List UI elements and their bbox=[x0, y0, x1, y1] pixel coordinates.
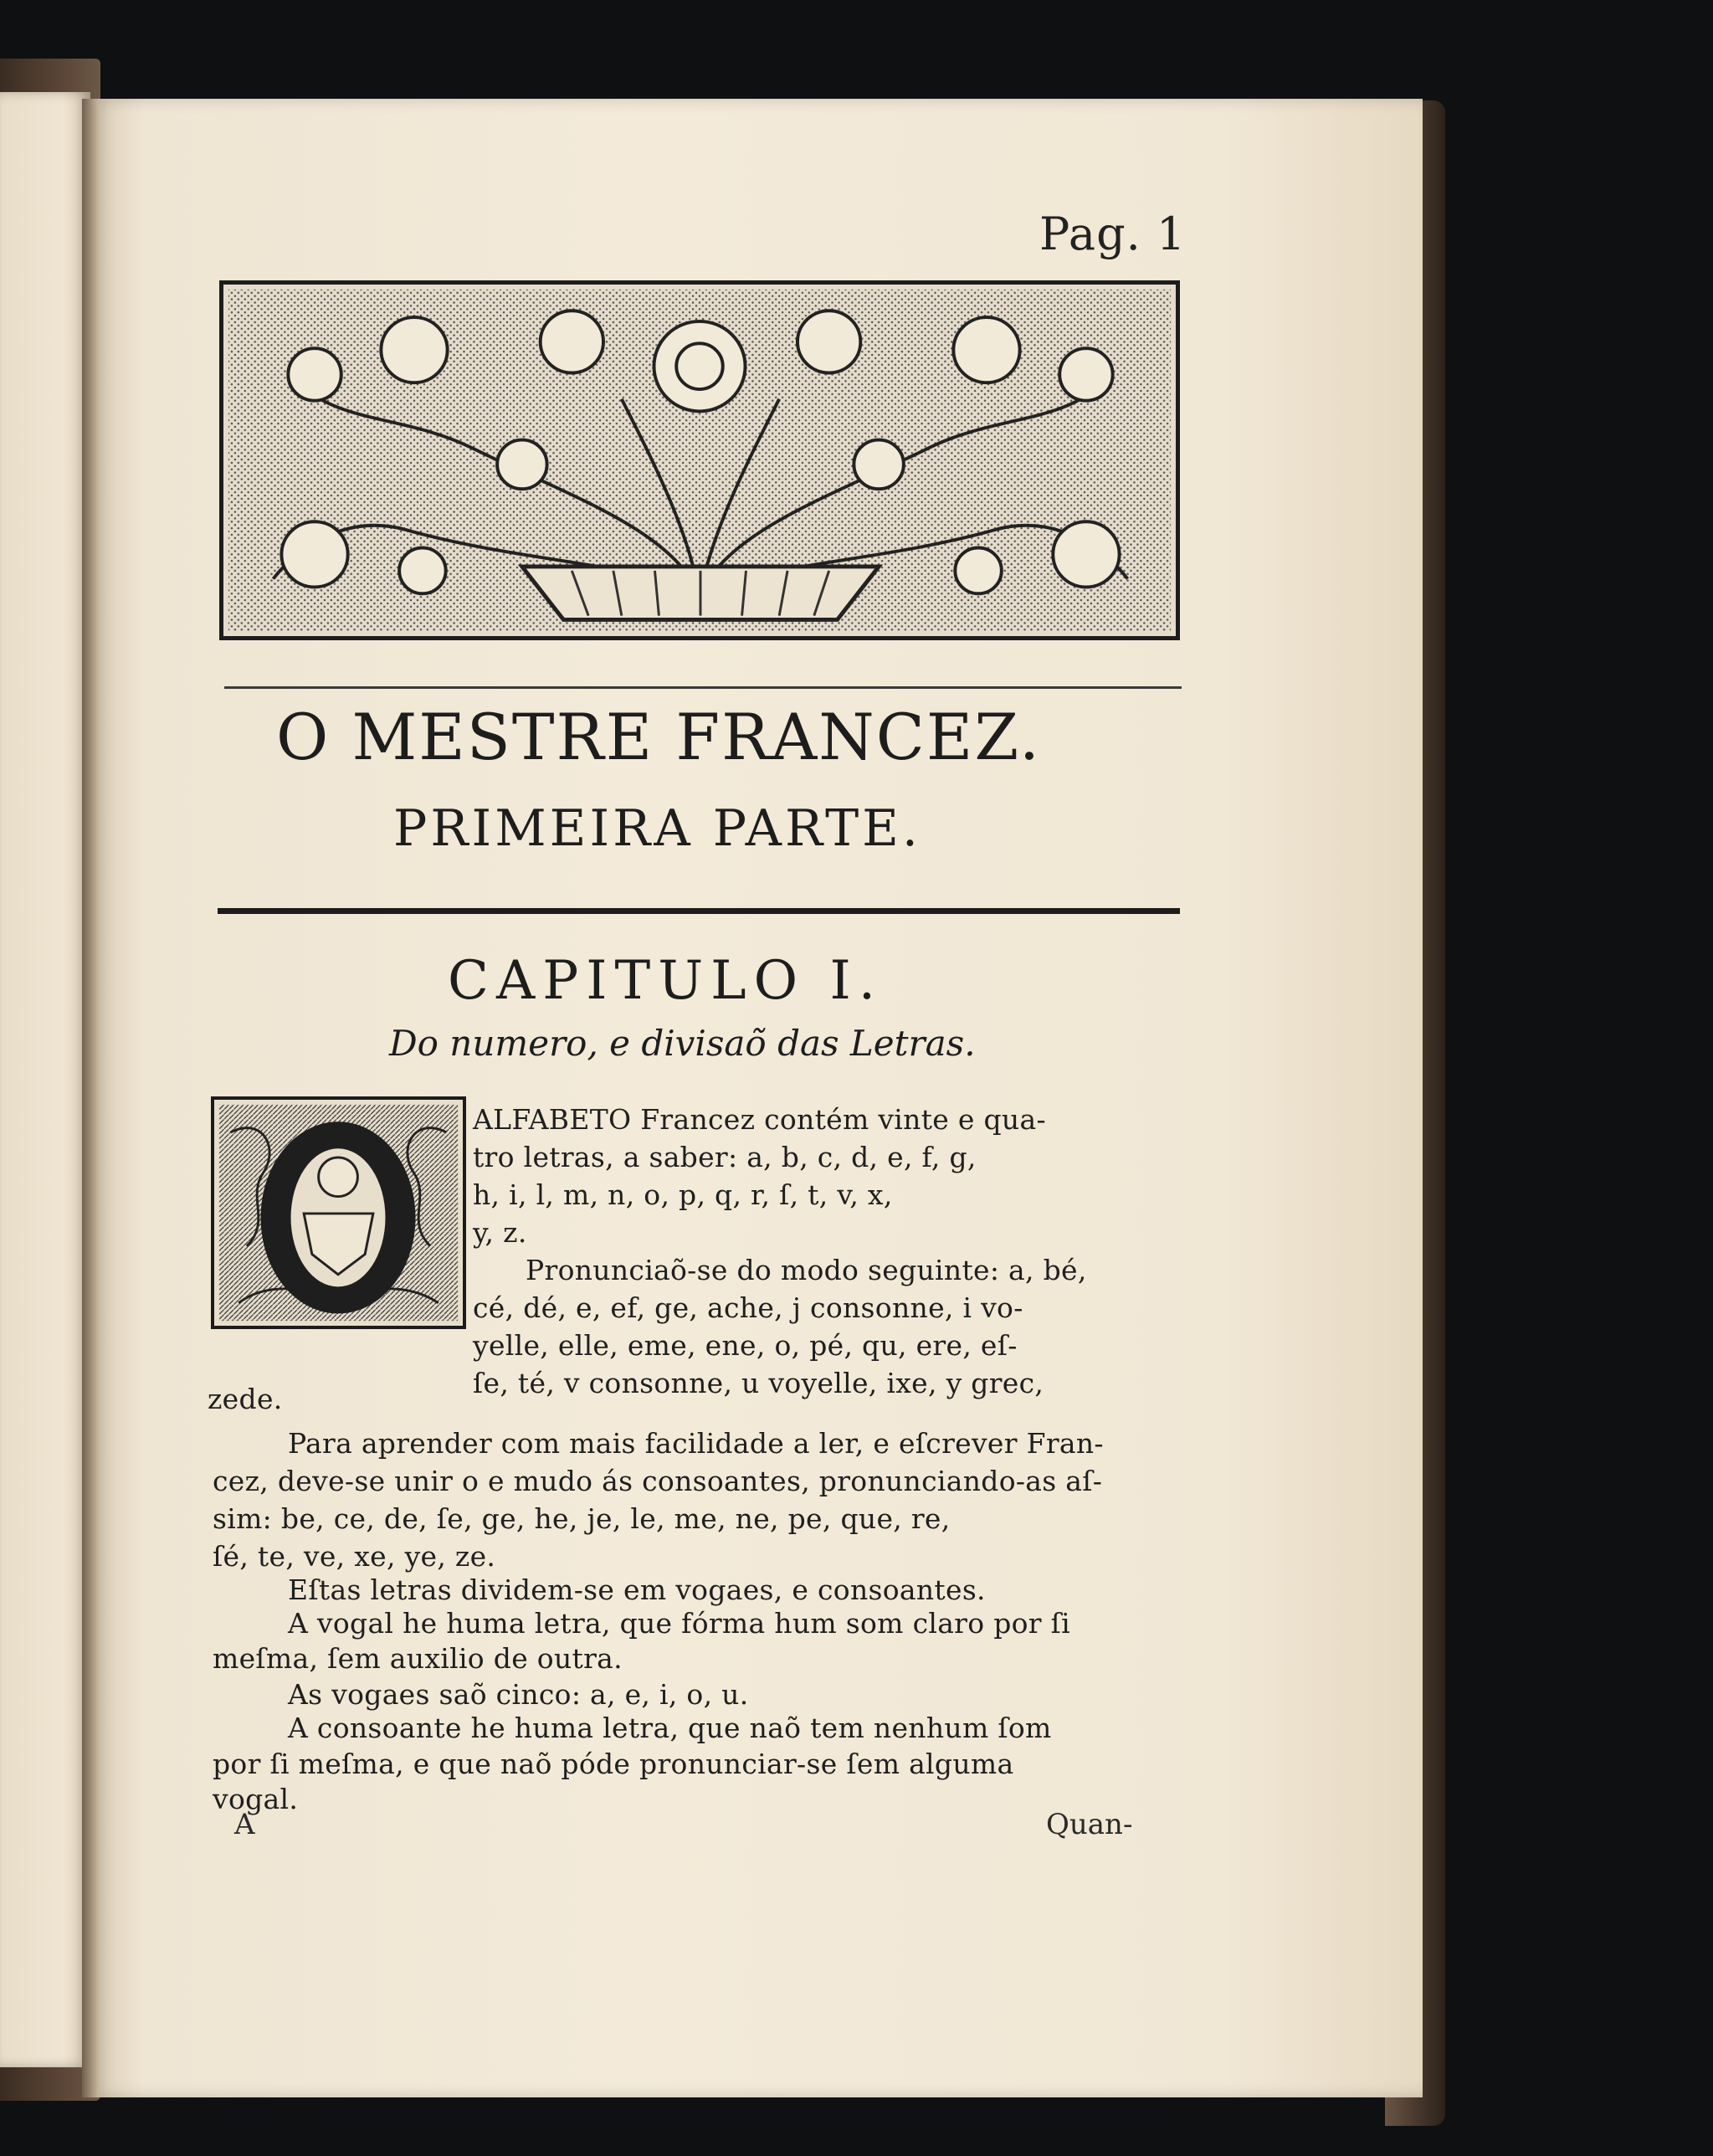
body-line: por ſi meſma, e que naõ póde pronunciar-se ſem alguma bbox=[213, 1748, 1014, 1780]
body-line: h, i, l, m, n, o, p, q, r, ſ, t, v, x, bbox=[473, 1178, 893, 1211]
body-line: y, z. bbox=[473, 1216, 527, 1249]
signature-mark: A bbox=[234, 1808, 255, 1841]
part-bottom-rule bbox=[218, 908, 1180, 914]
decorated-initial-o bbox=[211, 1096, 466, 1329]
body-line: Para aprender com mais facilidade a ler, e eſcrever Fran- bbox=[288, 1427, 1104, 1460]
part-heading: PRIMEIRA PARTE. bbox=[393, 799, 921, 858]
page-gutter bbox=[82, 99, 99, 2097]
body-line: zede. bbox=[208, 1383, 283, 1415]
chapter-heading: CAPITULO I. bbox=[448, 950, 884, 1012]
body-line: Pronunciaõ-se do modo seguinte: a, bé, bbox=[526, 1254, 1087, 1286]
floral-headpiece-ornament bbox=[219, 280, 1180, 640]
catchword: Quan- bbox=[1046, 1808, 1133, 1841]
body-line: Eſtas letras dividem-se em vogaes, e consoantes. bbox=[288, 1573, 986, 1606]
body-line: ſé, te, ve, xe, ye, ze. bbox=[213, 1540, 496, 1573]
body-line: cé, dé, e, ef, ge, ache, j consonne, i vo- bbox=[473, 1291, 1023, 1324]
body-line: meſma, ſem auxilio de outra. bbox=[213, 1642, 623, 1675]
body-line: A consoante he huma letra, que naõ tem nenhum ſom bbox=[288, 1712, 1052, 1744]
body-line: tro letras, a saber: a, b, c, d, e, f, g, bbox=[473, 1141, 977, 1173]
body-line: cez, deve-se unir o e mudo ás consoantes, pronunciando-as aſ- bbox=[213, 1465, 1103, 1497]
body-line: As vogaes saõ cinco: a, e, i, o, u. bbox=[288, 1678, 749, 1711]
body-line: ALFABETO Francez contém vinte e qua- bbox=[473, 1103, 1046, 1136]
body-line: yelle, elle, eme, ene, o, pé, qu, ere, eſ- bbox=[473, 1329, 1018, 1362]
body-line: sim: be, ce, de, ſe, ge, he, je, le, me, ne, pe, que, re, bbox=[213, 1502, 951, 1535]
page-number: Pag. 1 bbox=[1039, 208, 1187, 260]
title-top-rule bbox=[224, 686, 1182, 689]
book-title: O MESTRE FRANCEZ. bbox=[276, 700, 1041, 774]
chapter-subtitle: Do numero, e divisaõ das Letras. bbox=[389, 1023, 976, 1064]
body-line: ſe, té, v consonne, u voyelle, ixe, y grec, bbox=[473, 1367, 1044, 1399]
body-line: vogal. bbox=[213, 1783, 299, 1815]
body-line: A vogal he huma letra, que fórma hum som claro por ſi bbox=[288, 1607, 1071, 1640]
left-page-edge bbox=[0, 92, 90, 2067]
